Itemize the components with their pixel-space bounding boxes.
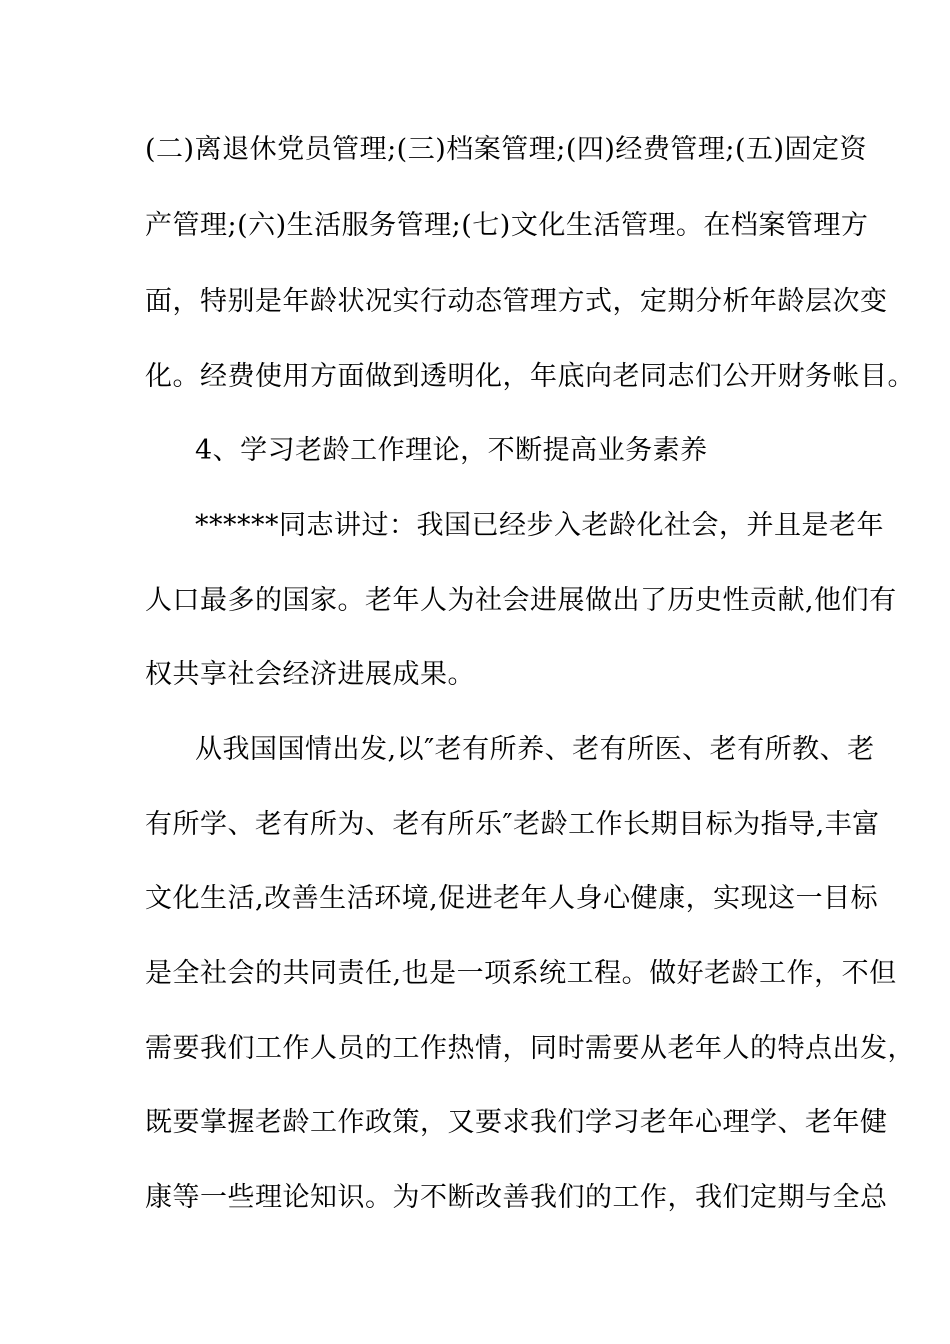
text-line: 既要掌握老龄工作政策，又要求我们学习老年心理学、老年健 [145,1107,888,1138]
text-line: 人口最多的国家。老年人为社会进展做出了历史性贡献,他们有 [145,585,897,616]
text-line: 从我国国情出发,以″老有所养、老有所医、老有所教、老 [195,734,875,765]
text-line: 文化生活,改善生活环境,促进老年人身心健康，实现这一目标 [145,883,879,914]
text-line: 是全社会的共同责任,也是一项系统工程。做好老龄工作，不但 [145,958,897,989]
text-line: 权共享社会经济进展成果。 [145,659,475,690]
text-line: 产管理;(六)生活服务管理;(七)文化生活管理。在档案管理方 [145,210,869,241]
text-line: 面，特别是年龄状况实行动态管理方式，定期分析年龄层次变 [145,286,888,317]
text-line: 有所学、老有所为、老有所乐″老龄工作长期目标为指导,丰富 [145,809,880,840]
text-line: 化。经费使用方面做到透明化，年底向老同志们公开财务帐目。 [145,361,915,392]
text-line: (二)离退休党员管理;(三)档案管理;(四)经费管理;(五)固定资 [145,134,868,165]
text-line: ******同志讲过：我国已经步入老龄化社会，并且是老年 [195,510,884,541]
section-heading: 4、学习老龄工作理论，不断提高业务素养 [195,435,708,466]
text-line: 康等一些理论知识。为不断改善我们的工作，我们定期与全总 [145,1182,888,1213]
text-line: 需要我们工作人员的工作热情，同时需要从老年人的特点出发， [145,1033,915,1064]
